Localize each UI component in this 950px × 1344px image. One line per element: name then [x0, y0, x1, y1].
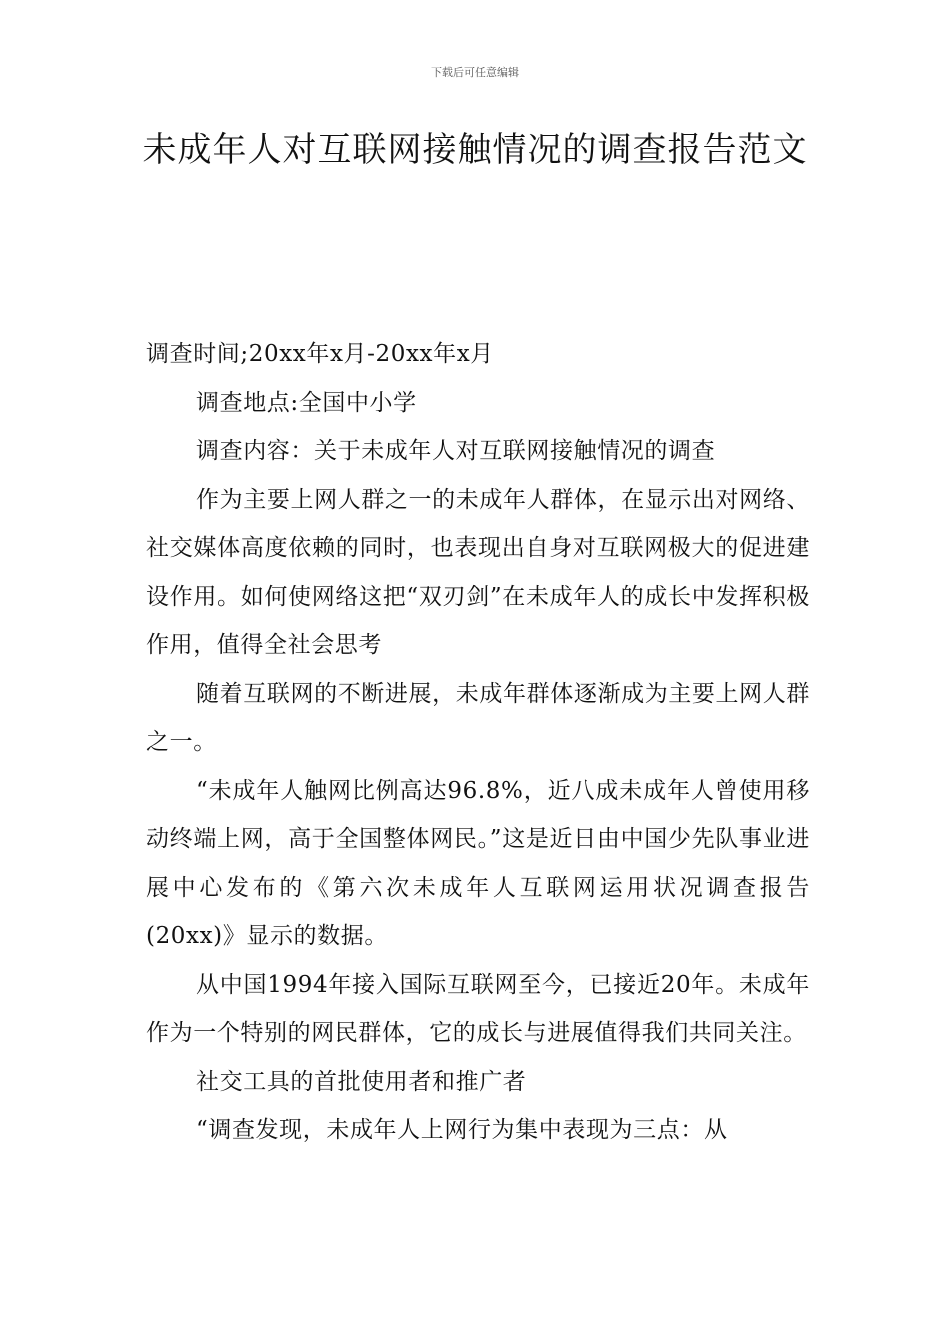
survey-location-line: 调查地点:全国中小学 [196, 389, 417, 416]
survey-time-line: 调查时间;20xx年x月-20xx年x月 [146, 341, 494, 367]
body-paragraph: “未成年人触网比例高达96.8%，近八成未成年人曾使用移动终端上网，高于全国整体网民。”这是近日由中国少先队事业进展中心发布的《第六次未成年人互联网运用状况调查报告(20xx)》显示的数据。 [146, 777, 810, 949]
document-body [146, 330, 810, 1155]
survey-content-line: 调查内容：关于未成年人对互联网接触情况的调查 [196, 438, 716, 464]
header-note: 下载后可任意编辑 [431, 66, 519, 79]
body-paragraph: 作为主要上网人群之一的未成年人群体，在显示出对网络、社交媒体高度依赖的同时，也表现出自身对互联网极大的促进建设作用。如何使网络这把“双刃剑”在未成年人的成长中发挥积极作用，值得全社会思考 [146, 486, 810, 658]
section-heading: 社交工具的首批使用者和推广者 [196, 1068, 527, 1095]
body-paragraph: “调查发现，未成年人上网行为集中表现为三点：从 [196, 1117, 728, 1143]
document-title: 未成年人对互联网接触情况的调查报告范文 [142, 130, 808, 170]
body-paragraph: 随着互联网的不断进展，未成年群体逐渐成为主要上网人群之一。 [146, 680, 810, 755]
body-paragraph: 从中国1994年接入国际互联网至今，已接近20年。未成年作为一个特别的网民群体，它的成长与进展值得我们共同关注。 [146, 971, 810, 1046]
